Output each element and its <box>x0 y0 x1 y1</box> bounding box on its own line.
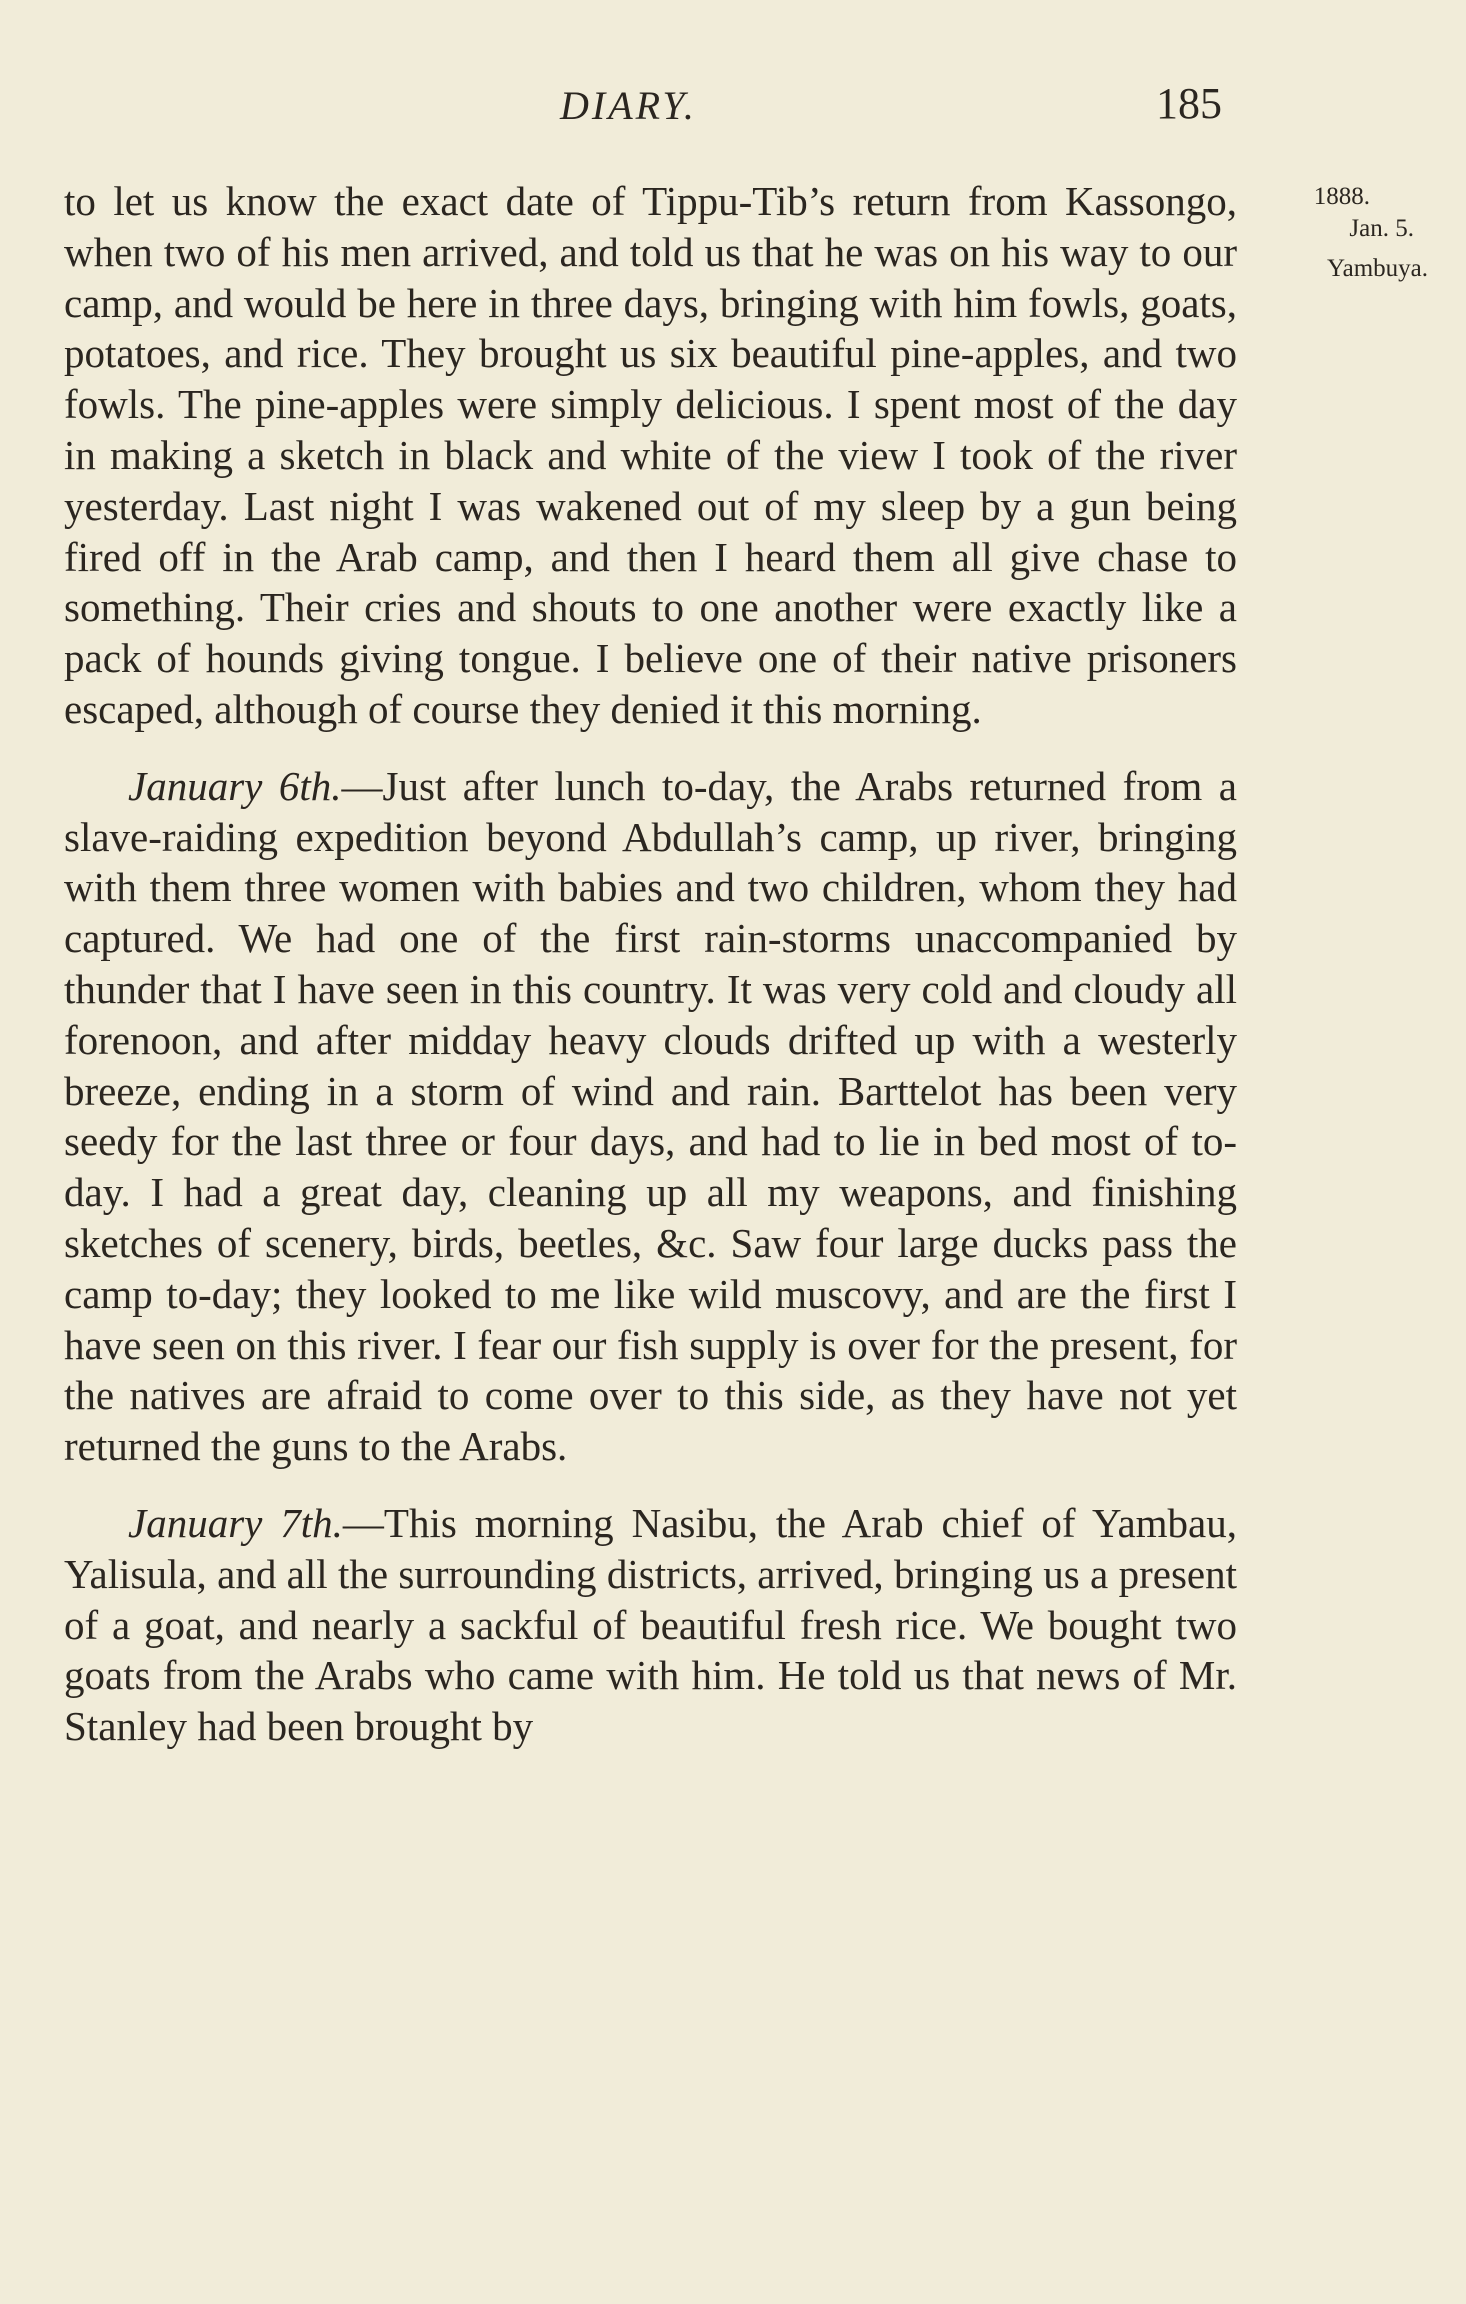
paragraph-text: —Just after lunch to-day, the Arabs returned from a slave-raiding expedition beyond Abdullah’s camp, up river, bringing with them three women with babies and two children, whom they had captured. We had one of the first rain-storms unaccompanied by thunder that I have seen in this country. It was very cold and cloudy all forenoon, and after midday heavy clouds drifted up with a westerly breeze, ending in a storm of wind and rain. Barttelot has been very seedy for the last three or four days, and had to lie in bed most of to-day. I had a great day, cleaning up all my weapons, and finishing sketches of scenery, birds, beetles, &c. Saw four large ducks pass the camp to-day; they looked to me like wild muscovy, and are the first I have seen on this river. I fear our fish supply is over for the present, for the natives are afraid to come over to this side, as they have not yet returned the guns to the Arabs. <box>64 762 1238 1470</box>
body-text <box>64 176 1237 1752</box>
running-title: DIARY. <box>560 83 697 128</box>
paragraph-text: —This morning Nasibu, the Arab chief of Yambau, Yalisula, and all the surrounding districts, arrived, bringing us a present of a goat, and nearly a sackful of beautiful fresh rice. We bought two goats from the Arabs who came with him. He told us that news of Mr. Stanley had been brought by <box>64 1499 1237 1750</box>
margin-note-date: Jan. 5. <box>1349 215 1414 242</box>
paragraph-text: to let us know the exact date of Tippu-Tib’s return from Kassongo, when two of his men arrived, and told us that he was on his way to our camp, and would be here in three days, bringing with him fowls, goats, potatoes, and rice. They brought us six beautiful pine-apples, and two fowls. The pine-apples were simply delicious. I spent most of the day in making a sketch in black and white of the view I took of the river yesterday. Last night I was wakened out of my sleep by a gun being fired off in the Arab camp, and then I heard them all give chase to something. Their cries and shouts to one another were exactly like a pack of hounds giving tongue. I believe one of their native prisoners escaped, although of course they denied it this morning. <box>64 178 1237 732</box>
diary-entry-january-7 <box>64 1498 1237 1752</box>
entry-date: January 6th. <box>128 762 342 809</box>
paragraph-continuation <box>64 176 1237 735</box>
page-number: 185 <box>1156 79 1222 128</box>
margin-note-year: 1888. <box>1313 183 1370 210</box>
diary-entry-january-6 <box>64 761 1237 1472</box>
entry-date: January 7th. <box>128 1499 343 1546</box>
margin-note-place: Yambuya. <box>1327 255 1428 282</box>
